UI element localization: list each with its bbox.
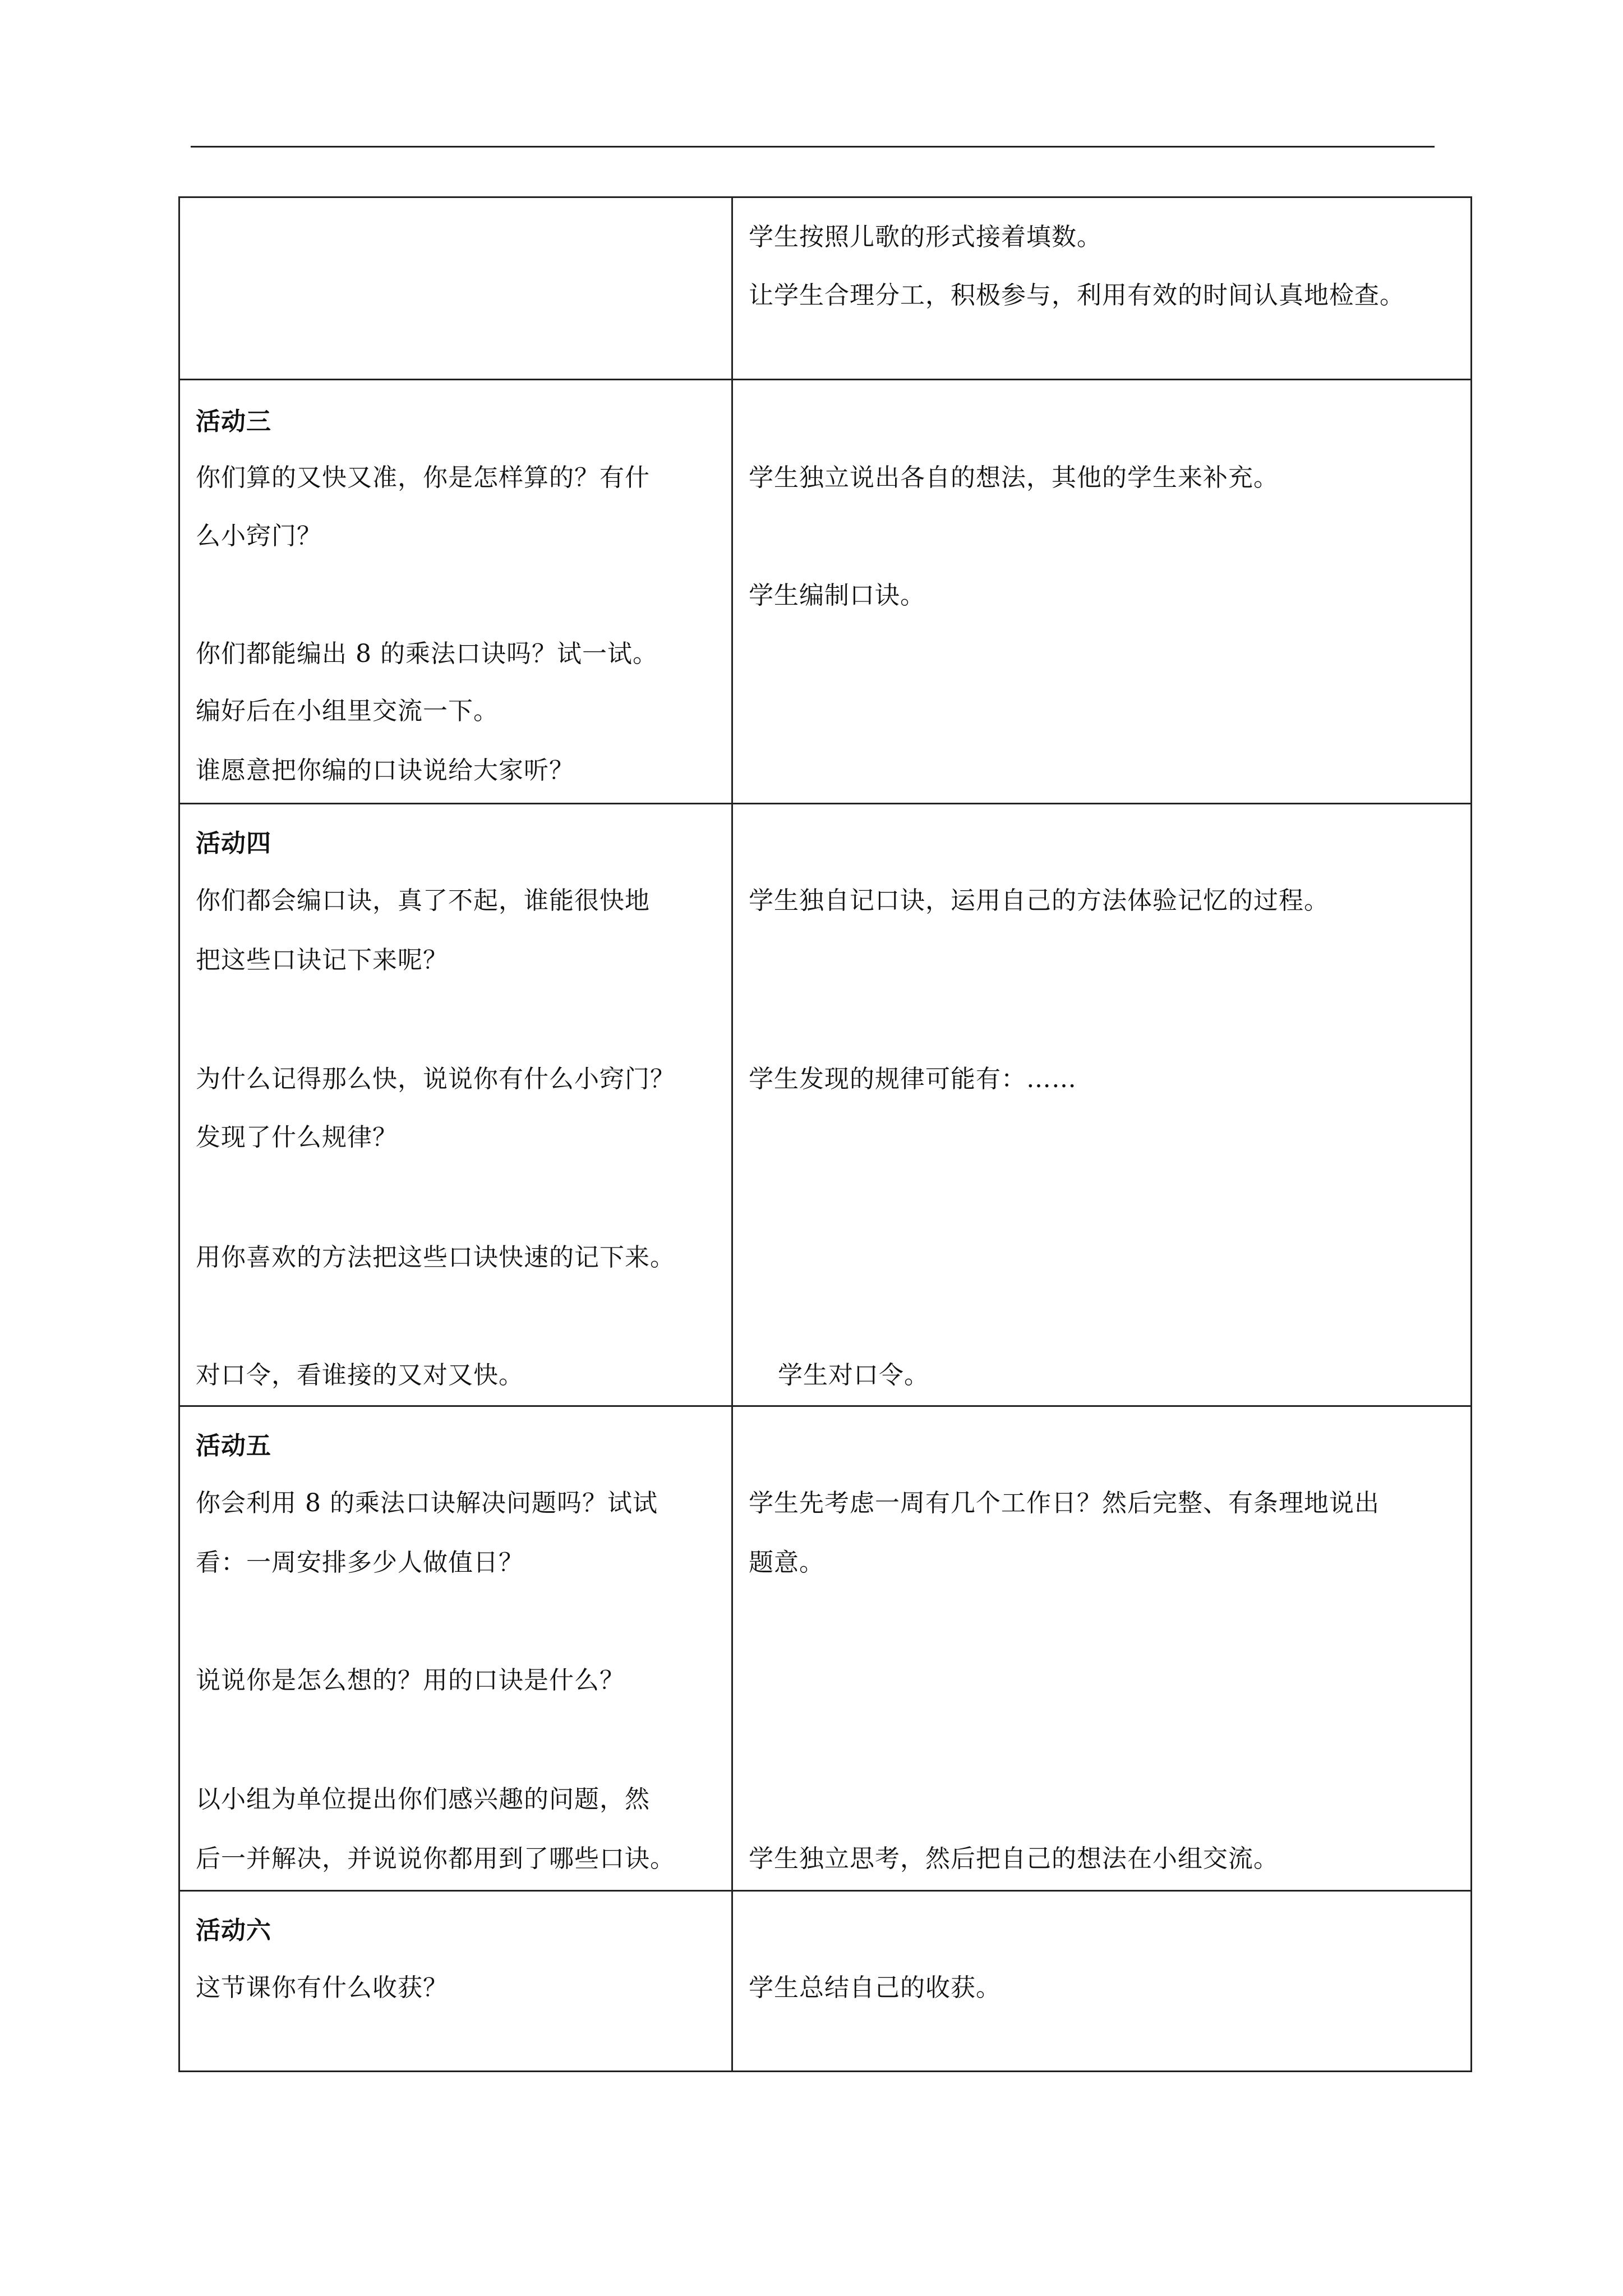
teacher-text: 么小窍门？ [196, 522, 322, 550]
student-text: 学生编制口诀。 [749, 581, 925, 610]
teacher-text: 发现了什么规律？ [196, 1123, 398, 1152]
teacher-text: 用你喜欢的方法把这些口诀快速的记下来。 [196, 1243, 675, 1272]
teacher-cell [179, 1406, 732, 1891]
teacher-cell [179, 1891, 732, 2072]
teacher-text: 你们都会编口诀，真了不起，谁能很快地 [196, 886, 650, 915]
student-cell [732, 1891, 1472, 2072]
teacher-text: 这节课你有什么收获？ [196, 1973, 448, 2002]
table-row [179, 804, 1472, 1406]
student-cell [732, 1406, 1472, 1891]
student-text: 学生独立说出各自的想法，其他的学生来补充。 [749, 463, 1279, 492]
student-text: 学生独立思考，然后把自己的想法在小组交流。 [749, 1844, 1279, 1873]
student-text: 学生独自记口诀，运用自己的方法体验记忆的过程。 [749, 886, 1329, 915]
teacher-cell [179, 197, 732, 380]
student-text: 学生先考虑一周有几个工作日？然后完整、有条理地说出 [749, 1489, 1380, 1517]
activity-heading: 活动六 [196, 1916, 271, 1945]
table-row [179, 197, 1472, 380]
student-cell [732, 380, 1472, 804]
teacher-text: 后一并解决，并说说你都用到了哪些口诀。 [196, 1844, 675, 1873]
student-cell [732, 197, 1472, 380]
lesson-activity-table [178, 196, 1472, 2072]
teacher-text: 为什么记得那么快，说说你有什么小窍门？ [196, 1065, 675, 1093]
student-text: 题意。 [749, 1548, 824, 1577]
student-text: 学生总结自己的收获。 [749, 1973, 1001, 2002]
teacher-text: 谁愿意把你编的口诀说给大家听？ [196, 756, 574, 785]
table-row [179, 1406, 1472, 1891]
student-text: 让学生合理分工，积极参与，利用有效的时间认真地检查。 [749, 281, 1405, 310]
teacher-text: 对口令，看谁接的又对又快。 [196, 1361, 524, 1389]
student-text: 学生发现的规律可能有：…… [749, 1065, 1077, 1093]
student-text: 学生对口令。 [778, 1361, 929, 1389]
teacher-text: 你会利用 8 的乘法口诀解决问题吗？试试 [196, 1489, 658, 1517]
teacher-text: 看：一周安排多少人做值日？ [196, 1548, 524, 1577]
student-text: 学生按照儿歌的形式接着填数。 [749, 223, 1102, 251]
teacher-text: 你们都能编出 8 的乘法口诀吗？试一试。 [196, 639, 658, 668]
teacher-text: 编好后在小组里交流一下。 [196, 697, 499, 725]
table-row [179, 380, 1472, 804]
table-row [179, 1891, 1472, 2072]
activity-heading: 活动四 [196, 829, 271, 858]
teacher-text: 以小组为单位提出你们感兴趣的问题，然 [196, 1785, 650, 1814]
activity-heading: 活动三 [196, 407, 271, 436]
teacher-text: 你们算的又快又准，你是怎样算的？有什 [196, 463, 650, 492]
student-cell [732, 804, 1472, 1406]
teacher-text: 说说你是怎么想的？用的口诀是什么？ [196, 1666, 625, 1695]
teacher-cell [179, 804, 732, 1406]
teacher-text: 把这些口诀记下来呢？ [196, 946, 448, 974]
header-rule [191, 146, 1435, 148]
activity-heading: 活动五 [196, 1432, 271, 1460]
teacher-cell [179, 380, 732, 804]
